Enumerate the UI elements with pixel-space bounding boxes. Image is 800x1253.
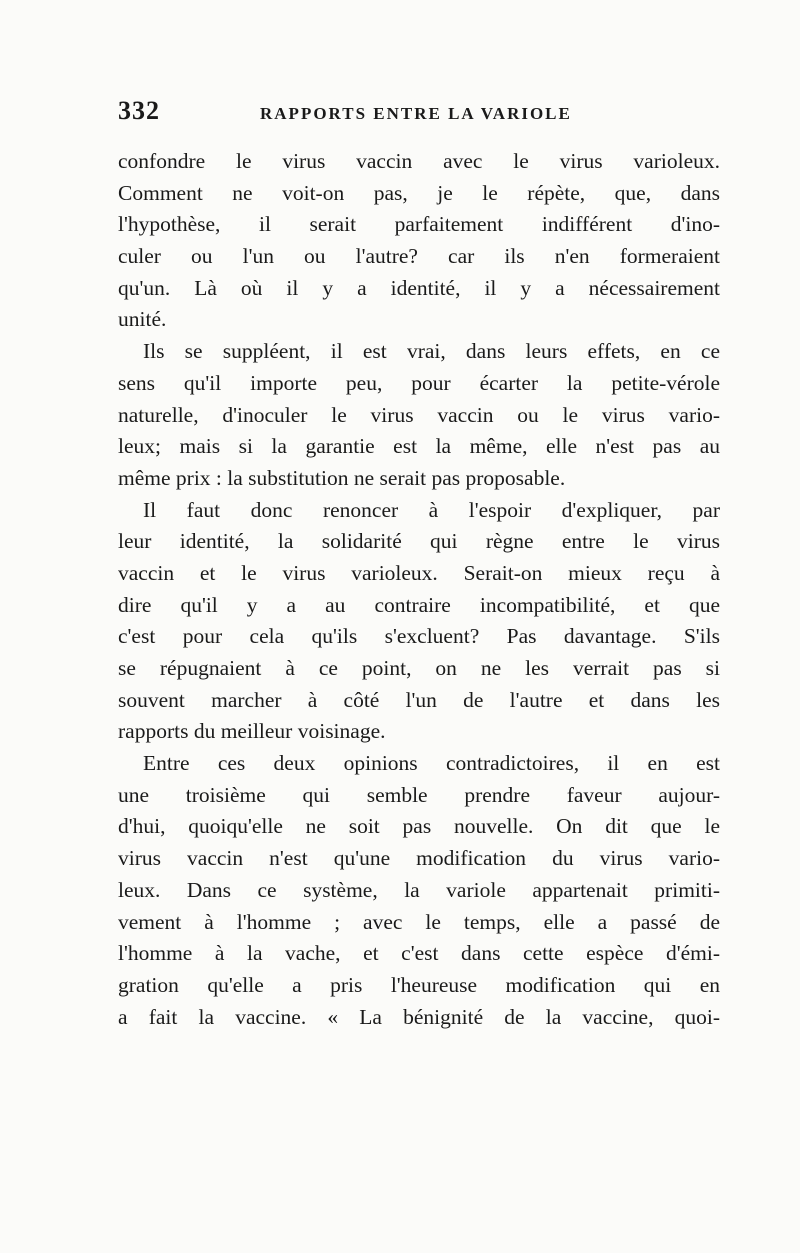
text-line: d'hui, quoiqu'elle ne soit pas nouvelle. On dit que le bbox=[118, 814, 720, 839]
text-line: virus vaccin n'est qu'une modification du virus vario- bbox=[118, 846, 720, 871]
text-line: Entre ces deux opinions contradictoires, il en est bbox=[143, 751, 720, 776]
text-line: a fait la vaccine. « La bénignité de la vaccine, quoi- bbox=[118, 1004, 720, 1029]
text-line: leur identité, la solidarité qui règne entre le virus bbox=[118, 529, 720, 554]
text-line: l'hypothèse, il serait parfaitement indifférent d'ino- bbox=[118, 212, 720, 237]
text-line: se répugnaient à ce point, on ne les verrait pas si bbox=[118, 656, 720, 680]
text-line: c'est pour cela qu'ils s'excluent? Pas davantage. S'ils bbox=[118, 624, 720, 649]
text-line: unité. bbox=[118, 307, 167, 332]
page-number: 332 bbox=[118, 96, 160, 125]
text-line: même prix : la substitution ne serait pas proposable. bbox=[118, 465, 566, 490]
text-line: vaccin et le virus varioleux. Serait-on mieux reçu à bbox=[118, 560, 720, 585]
text-line: confondre le virus vaccin avec le virus varioleux. bbox=[118, 149, 720, 173]
text-line: leux. Dans ce système, la variole appartenait primiti- bbox=[118, 877, 720, 902]
text-line: gration qu'elle a pris l'heureuse modification qui en bbox=[118, 972, 720, 997]
text-line: Comment ne voit-on pas, je le répète, que, dans bbox=[118, 180, 720, 205]
text-line: vement à l'homme ; avec le temps, elle a passé de bbox=[118, 909, 720, 934]
text-line: sens qu'il importe peu, pour écarter la petite-vérole bbox=[118, 370, 720, 395]
text-line: Il faut donc renoncer à l'espoir d'expliquer, par bbox=[143, 497, 720, 522]
running-title: RAPPORTS ENTRE LA VARIOLE bbox=[260, 104, 572, 123]
text-line: souvent marcher à côté l'un de l'autre et dans les bbox=[118, 687, 720, 712]
text-line: culer ou l'un ou l'autre? car ils n'en formeraient bbox=[118, 244, 720, 269]
text-line: qu'un. Là où il y a identité, il y a nécessairement bbox=[118, 275, 720, 300]
page-header bbox=[118, 96, 718, 136]
body-text bbox=[118, 146, 720, 1033]
text-line: naturelle, d'inoculer le virus vaccin ou le virus vario- bbox=[118, 402, 720, 427]
text-line: leux; mais si la garantie est la même, elle n'est pas au bbox=[118, 434, 720, 459]
text-line: Ils se suppléent, il est vrai, dans leurs effets, en ce bbox=[143, 339, 720, 364]
text-line: rapports du meilleur voisinage. bbox=[118, 719, 386, 744]
text-line: dire qu'il y a au contraire incompatibilité, et que bbox=[118, 592, 720, 617]
text-line: l'homme à la vache, et c'est dans cette espèce d'émi- bbox=[118, 941, 720, 966]
text-line: une troisième qui semble prendre faveur aujour- bbox=[118, 782, 720, 807]
